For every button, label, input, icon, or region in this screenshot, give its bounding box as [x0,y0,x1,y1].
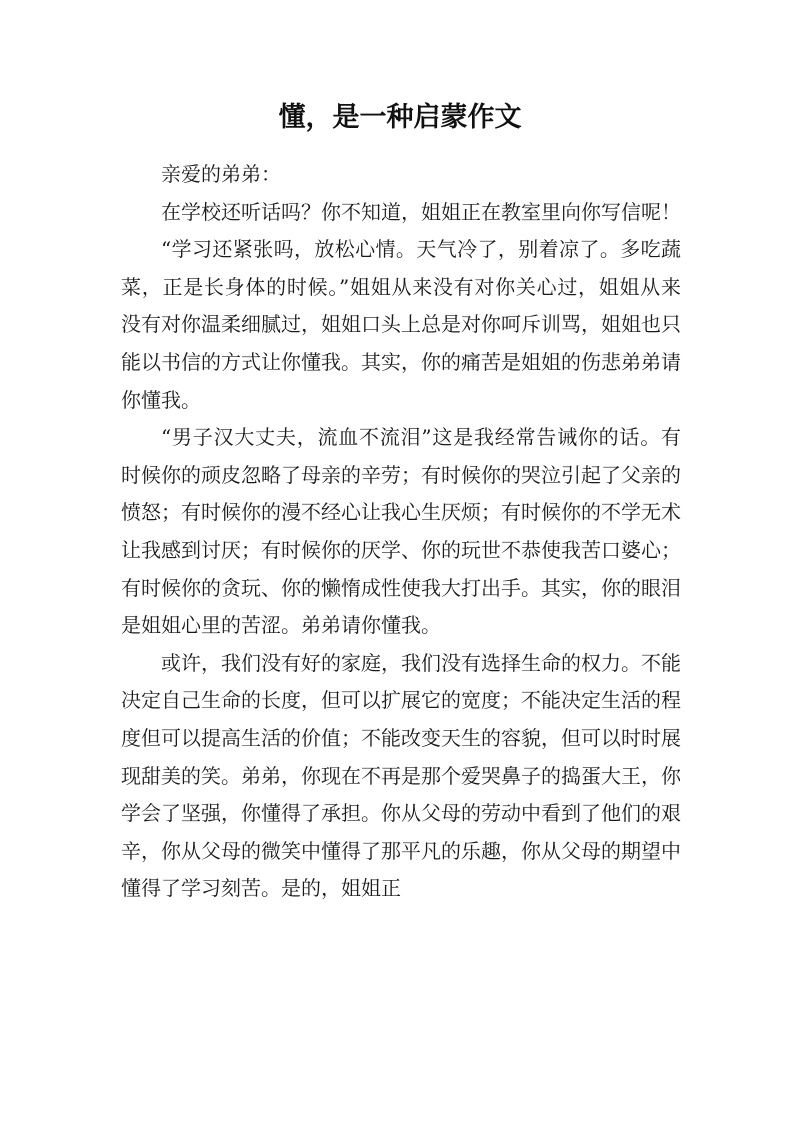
body-paragraph: “男子汉大丈夫，流血不流泪”这是我经常告诫你的话。有时候你的顽皮忽略了母亲的辛劳；有时候你的哭泣引起了父亲的愤怒；有时候你的漫不经心让我心生厌烦；有时候你的不学无术让我感到讨厌；有时候你的厌学、你的玩世不恭使我苦口婆心；有时候你的贪玩、你的懒惰成性使我大打出手。其实，你的眼泪是姐姐心里的苦涩。弟弟请你懂我。 [121,425,681,638]
document-title: 懂，是一种启蒙作文 [278,102,522,133]
body-paragraph: 在学校还听话吗？你不知道，姐姐正在教室里向你写信呢！ [161,199,681,224]
body-paragraph: “学习还紧张吗，放松心情。天气冷了，别着凉了。多吃蔬菜，正是长身体的时候。”姐姐从来没有对你关心过，姐姐从来没有对你温柔细腻过，姐姐口头上总是对你呵斥训骂，姐姐也只能以书信的方式让你懂我。其实，你的痛苦是姐姐的伤悲弟弟请你懂我。 [121,237,681,412]
salutation-paragraph: 亲爱的弟弟： [161,162,281,186]
document-body [121,156,681,908]
body-paragraph: 或许，我们没有好的家庭，我们没有选择生命的权力。不能决定自己生命的长度，但可以扩展它的宽度；不能决定生活的程度但可以提高生活的价值；不能改变天生的容貌，但可以时时展现甜美的笑。弟弟，你现在不再是那个爱哭鼻子的捣蛋大王，你学会了坚强，你懂得了承担。你从父母的劳动中看到了他们的艰辛，你从父母的微笑中懂得了那平凡的乐趣，你从父母的期望中懂得了学习刻苦。是的，姐姐正 [121,650,681,901]
